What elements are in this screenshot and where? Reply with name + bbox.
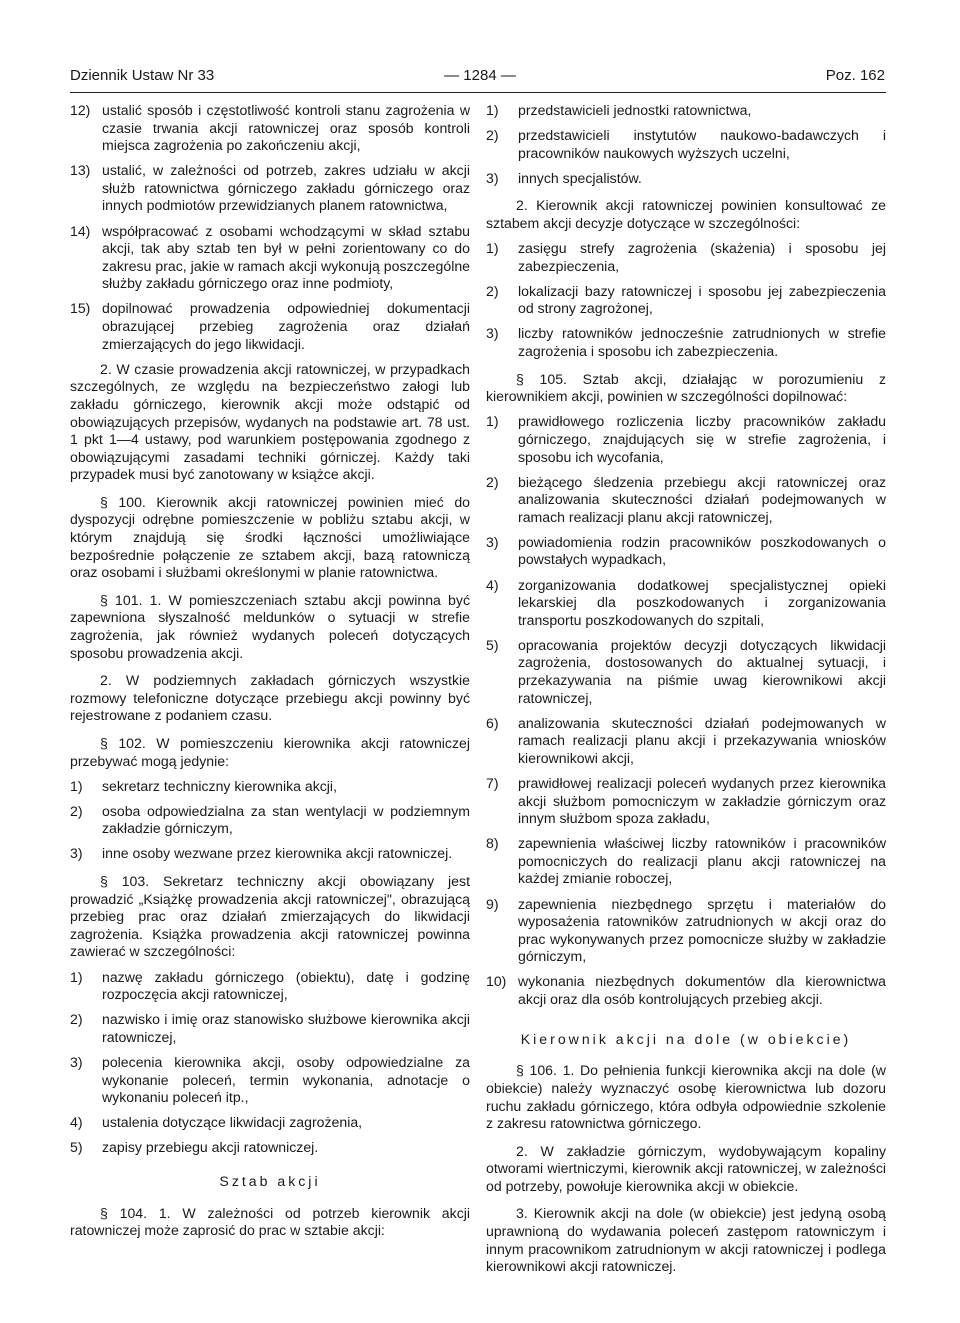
paragraph-104-2: 2. Kierownik akcji ratowniczej powinien konsultować ze sztabem akcji decyzje dotyczące w szczególności:: [486, 197, 886, 231]
item-text: zorganizowania dodatkowej specjalistycznej opieki lekarskiej dla poszkodowanych i zorganizowania transportu poszkodowanych do szpitali,: [518, 576, 886, 628]
list-items-12-15: [70, 102, 470, 353]
paragraph-102: § 102. W pomieszczeniu kierownika akcji ratowniczej przebywać mogą jedynie:: [70, 735, 470, 769]
list-item: [486, 973, 886, 1008]
list-item: [70, 845, 470, 863]
item-text: analizowania skuteczności działań podejmowanych w ramach realizacji planu akcji i przekazywania wniosków kierownikowi akcji,: [518, 714, 886, 766]
item-number: 2): [486, 282, 499, 299]
paragraph-104-1: § 104. 1. W zależności od potrzeb kierownik akcji ratowniczej może zaprosić do prac w sztabie akcji:: [70, 1204, 470, 1239]
item-text: dopilnować prowadzenia odpowiedniej dokumentacji obrazującej przebieg zagrożenia oraz działań zmierzających do jego likwidacji.: [102, 300, 470, 352]
list-item: [70, 1114, 470, 1132]
paragraph-106-3: 3. Kierownik akcji na dole (w obiekcie) jest jedyną osobą uprawnioną do wydawania poleceń zastępom ratowniczym i innym pracownikom zatrudnionym w akcji ratowniczej i podlega kierownikowi akcji ratowniczej.: [486, 1205, 886, 1275]
item-number: 4): [70, 1114, 83, 1131]
item-text: osoba odpowiedzialna za stan wentylacji w podziemnym zakładzie górniczym,: [102, 802, 470, 837]
item-text: przedstawicieli jednostki ratownictwa,: [518, 102, 752, 118]
item-text: współpracować z osobami wchodzącymi w skład sztabu akcji, tak aby sztab ten był w pełni zorientowany co do zakresu prac, jakie w ramach akcji wykonują poszczególne służby zakładu górniczego oraz inne podmioty,: [102, 222, 470, 292]
list-item: [486, 283, 886, 318]
item-number: 3): [70, 845, 83, 862]
section-heading-sztab-akcji: Sztab akcji: [219, 1172, 321, 1189]
item-text: lokalizacji bazy ratowniczej i sposobu jej zabezpieczenia od strony zagrożonej,: [518, 282, 886, 317]
list-item: [70, 1139, 470, 1157]
item-text: powiadomienia rodzin pracowników poszkodowanych o powstałych wypadkach,: [518, 533, 886, 568]
item-text: zapisy przebiegu akcji ratowniczej.: [102, 1139, 319, 1156]
item-text: opracowania projektów decyzji dotyczących likwidacji zagrożenia, dostosowanych do aktualnej sytuacji, i przekazywania na piśmie uwag kierownikowi akcji ratowniczej,: [518, 636, 886, 706]
list-item: [70, 1011, 470, 1046]
item-number: 1): [70, 968, 83, 985]
item-number: 1): [70, 777, 83, 794]
item-text: prawidłowej realizacji poleceń wydanych przez kierownika akcji służbom pomocniczym w zakładzie górniczym oraz innym służbom spoza zakładu,: [518, 775, 886, 827]
item-number: 8): [486, 835, 499, 852]
list-item: [486, 835, 886, 888]
item-text: sekretarz techniczny kierownika akcji,: [102, 777, 337, 794]
list-item: [70, 102, 470, 155]
list-104-1: [486, 102, 886, 187]
item-text: ustalenia dotyczące likwidacji zagrożenia,: [102, 1114, 363, 1131]
item-number: 3): [486, 325, 499, 342]
item-number: 15): [70, 300, 91, 317]
item-number: 2): [70, 1011, 83, 1028]
list-item: [70, 300, 470, 353]
list-item: [486, 325, 886, 360]
item-number: 6): [486, 714, 499, 731]
list-item: [486, 577, 886, 630]
item-number: 3): [486, 533, 499, 550]
item-text: nazwisko i imię oraz stanowisko służbowe kierownika akcji ratowniczej,: [102, 1011, 470, 1045]
item-number: 13): [70, 162, 91, 179]
position-number: Poz. 162: [825, 67, 885, 84]
list-104-2: [486, 240, 886, 361]
item-number: 3): [70, 1053, 83, 1070]
item-text: bieżącego śledzenia przebiegu akcji ratowniczej oraz analizowania skuteczności działań podejmowanych w ramach realizacji planu akcji ratowniczej,: [518, 473, 886, 525]
list-item: [486, 715, 886, 768]
right-column: [486, 102, 886, 1283]
item-text: prawidłowego rozliczenia liczby pracowników zakładu górniczego, znajdujących się w strefie zagrożenia, i sposobu ich wycofania,: [518, 413, 886, 465]
list-item: [486, 637, 886, 707]
item-text: inne osoby wezwane przez kierownika akcji ratowniczej.: [102, 845, 453, 862]
item-text: zasięgu strefy zagrożenia (skażenia) i sposobu jej zabezpieczenia,: [518, 240, 886, 274]
item-number: 10): [486, 973, 507, 990]
item-number: 5): [70, 1139, 83, 1156]
list-item: [486, 240, 886, 275]
item-text: innych specjalistów.: [518, 169, 642, 186]
item-number: 1): [486, 102, 499, 118]
item-number: 5): [486, 636, 499, 653]
list-item: [486, 775, 886, 828]
list-item: [486, 413, 886, 466]
item-number: 9): [486, 895, 499, 912]
item-number: 1): [486, 240, 499, 257]
list-item: [70, 969, 470, 1004]
item-number: 12): [70, 102, 91, 118]
journal-title: Dziennik Ustaw Nr 33: [70, 67, 215, 84]
item-text: wykonania niezbędnych dokumentów dla kierownictwa akcji oraz dla osób kontrolujących przebieg akcji.: [518, 973, 886, 1008]
paragraph-100: § 100. Kierownik akcji ratowniczej powinien mieć do dyspozycji odrębne pomieszczenie w pobliżu sztabu akcji, w którym znajdują się środki łączności umożliwiające bezpośrednie połączenie ze sztabem akcji, bazą ratowniczą oraz osobami i służbami określonymi w planie ratownictwa.: [70, 493, 470, 581]
list-item: [70, 1054, 470, 1107]
paragraph-105: § 105. Sztab akcji, działając w porozumieniu z kierownikiem akcji, powinien w szczególności dopilnować:: [486, 370, 886, 405]
paragraph-99-2: 2. W czasie prowadzenia akcji ratowniczej, w przypadkach szczególnych, ze względu na bezpieczeństwo załogi lub zakładu górniczego, kierownik akcji może odstąpić od obowiązujących przepisów, wydanych na podstawie art. 78 ust. 1 pkt 1—4 ustawy, pod warunkiem postępowania zgodnego z obowiązującymi zasadami techniki górniczej. Każdy taki przypadek musi być zanotowany w książce akcji.: [70, 360, 470, 483]
paragraph-106-1: § 106. 1. Do pełnienia funkcji kierownika akcji na dole (w obiekcie) należy wyznaczyć osobę kierownictwa lub dozoru ruchu zakładu górniczego, która odbyła odpowiednie szkolenie z zakresu ratownictwa górniczego.: [486, 1062, 886, 1132]
header-rule: [70, 92, 886, 93]
list-item: [486, 127, 886, 162]
item-text: liczby ratowników jednocześnie zatrudnionych w strefie zagrożenia i sposobu ich zabezpieczenia.: [518, 325, 886, 360]
item-number: 2): [70, 802, 83, 819]
item-text: zapewnienia niezbędnego sprzętu i materiałów do wyposażenia ratowników zatrudnionych w akcji oraz do prac wykonywanych przez pomocnicze służby w zakładzie górniczym,: [518, 895, 886, 965]
paragraph-101-1: § 101. 1. W pomieszczeniach sztabu akcji powinna być zapewniona słyszalność meldunków o sytuacji w strefie zagrożenia, jak również wydanych poleceń dotyczących sposobu prowadzenia akcji.: [70, 591, 470, 661]
list-item: [486, 474, 886, 527]
item-text: zapewnienia właściwej liczby ratowników i pracowników pomocniczych do realizacji planu akcji ratowniczej na każdej zmianie roboczej,: [518, 835, 886, 887]
item-number: 2): [486, 473, 499, 490]
item-text: przedstawicieli instytutów naukowo-badawczych i pracowników naukowych wyższych uczelni,: [518, 127, 886, 161]
item-number: 4): [486, 576, 499, 593]
list-item: [486, 534, 886, 569]
list-item: [70, 803, 470, 838]
list-item: [70, 162, 470, 215]
list-103: [70, 969, 470, 1157]
item-text: nazwę zakładu górniczego (obiektu), datę i godzinę rozpoczęcia akcji ratowniczej,: [102, 968, 470, 1003]
left-column: [70, 102, 470, 1247]
item-number: 2): [486, 127, 499, 144]
item-text: polecenia kierownika akcji, osoby odpowiedzialne za wykonanie poleceń, termin wykonania, adnotacje o wykonaniu poleceń itp.,: [102, 1053, 470, 1106]
list-item: [70, 223, 470, 293]
section-heading-kierownik-akcji-na-dole: Kierownik akcji na dole (w obiekcie): [520, 1030, 852, 1047]
page-number: — 1284 —: [444, 67, 516, 84]
paragraph-103: § 103. Sekretarz techniczny akcji obowiązany jest prowadzić „Książkę prowadzenia akcji ratowniczej", obrazującą przebieg prac oraz działań zmierzających do likwidacji zagrożenia. Książka prowadzenia akcji ratowniczej powinna zawierać w szczególności:: [70, 873, 470, 960]
paragraph-101-2: 2. W podziemnych zakładach górniczych wszystkie rozmowy telefoniczne dotyczące przebiegu akcji powinny być rejestrowane z podaniem czasu.: [70, 672, 470, 724]
item-number: 3): [486, 169, 499, 186]
list-102: [70, 778, 470, 863]
item-number: 7): [486, 775, 499, 791]
item-text: ustalić sposób i częstotliwość kontroli stanu zagrożenia w czasie trwania akcji ratowniczej oraz sposób kontroli miejsca zagrożenia po zakończeniu akcji,: [102, 102, 470, 154]
list-item: [486, 170, 886, 188]
list-item: [486, 102, 886, 120]
paragraph-106-2: 2. W zakładzie górniczym, wydobywającym kopaliny otworami wiertniczymi, kierownik akcji ratowniczej, w zależności od potrzeby, powołuje kierownika akcji w obiekcie.: [486, 1142, 886, 1194]
item-number: 14): [70, 222, 91, 239]
item-text: ustalić, w zależności od potrzeb, zakres udziału w akcji służb ratownictwa górniczego zakładu górniczego oraz innych podmiotów przewidzianych planem ratownictwa,: [102, 162, 470, 214]
list-item: [486, 896, 886, 966]
item-number: 1): [486, 413, 499, 430]
list-item: [70, 778, 470, 796]
list-105: [486, 413, 886, 1008]
